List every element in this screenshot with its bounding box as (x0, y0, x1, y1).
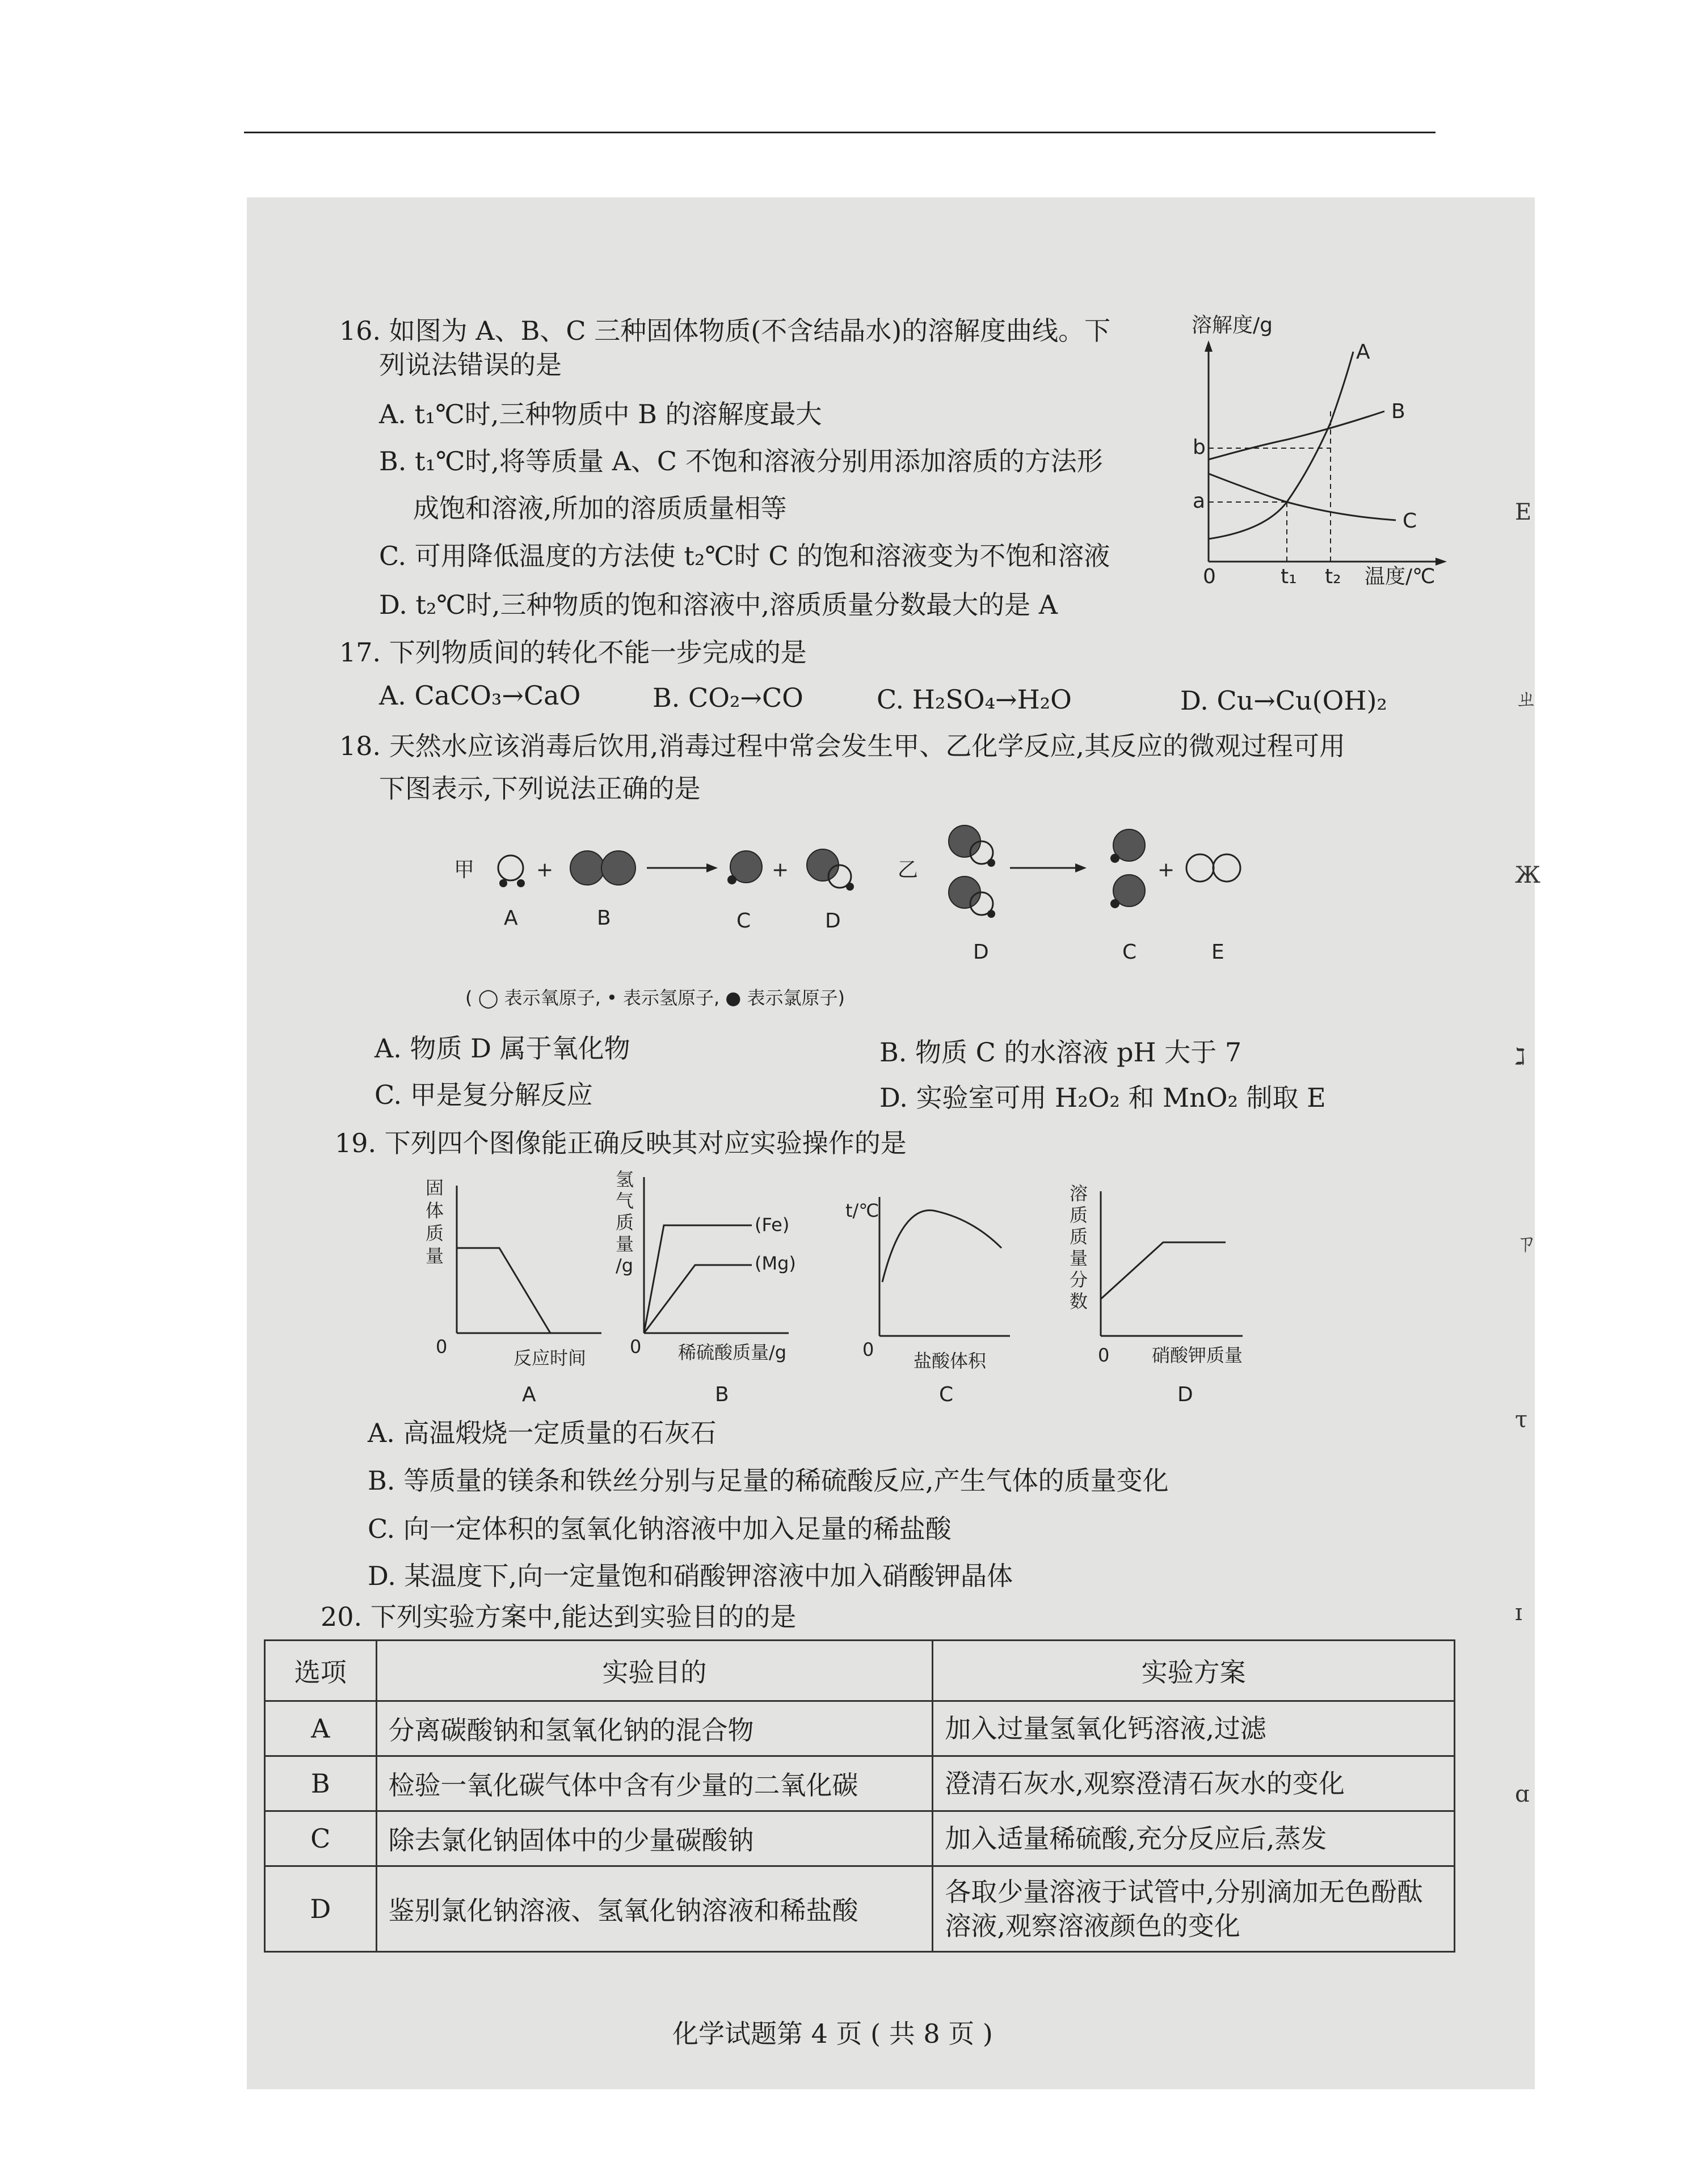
q18-option-a: A. 物质 D 属于氧化物 (374, 1033, 630, 1064)
table-cell: C (265, 1811, 377, 1866)
edge-char: ㄗ (1515, 1230, 1538, 1257)
svg-text:E: E (1211, 941, 1224, 964)
q19-stem: 19. 下列四个图像能正确反映其对应实验操作的是 (335, 1128, 907, 1158)
q17-option-c: C. H₂SO₄→H₂O (877, 684, 1072, 715)
q17-option-a: A. CaCO₃→CaO (379, 680, 581, 711)
table-row (265, 1756, 1455, 1811)
svg-text:(Mg): (Mg) (755, 1253, 796, 1274)
q16-graph-xlabel: 温度/℃ (1365, 565, 1436, 588)
q18-legend: ( ◯ 表示氧原子, • 表示氢原子, ● 表示氯原子) (465, 987, 845, 1009)
edge-char: ɪ (1515, 1600, 1522, 1626)
table-cell: 分离碳酸钠和氢氧化钠的混合物 (376, 1701, 933, 1756)
q19-graph-a (426, 1177, 601, 1406)
table-header-option: 选项 (265, 1641, 377, 1701)
svg-text:量: 量 (1070, 1247, 1088, 1269)
q18-option-b: B. 物质 C 的水溶液 pH 大于 7 (879, 1037, 1242, 1068)
q19-graph-b (616, 1169, 796, 1406)
table-row (265, 1701, 1455, 1756)
svg-text:B: B (597, 907, 611, 930)
svg-text:C: C (939, 1383, 954, 1406)
svg-text:A: A (522, 1383, 536, 1406)
top-rule (244, 132, 1436, 133)
q16-solubility-graph (1180, 309, 1453, 593)
q17-option-d: D. Cu→Cu(OH)₂ (1180, 685, 1387, 716)
svg-text:质: 质 (426, 1222, 444, 1244)
svg-text:体: 体 (426, 1200, 444, 1221)
svg-text:质: 质 (1070, 1226, 1088, 1247)
table-cell: 各取少量溶液于试管中,分别滴加无色酚酞溶液,观察溶液颜色的变化 (933, 1866, 1455, 1952)
svg-text:C: C (1122, 941, 1137, 964)
q16-stem-line2: 列说法错误的是 (379, 349, 562, 380)
q19-option-a: A. 高温煅烧一定质量的石灰石 (368, 1418, 717, 1448)
svg-text:0: 0 (436, 1336, 448, 1357)
table-cell: 除去氯化钠固体中的少量碳酸钠 (376, 1811, 933, 1866)
svg-text:+: + (772, 858, 789, 882)
svg-text:质: 质 (1070, 1204, 1088, 1226)
q19-graph-c (845, 1197, 1010, 1406)
svg-text:盐酸体积: 盐酸体积 (914, 1350, 987, 1372)
q16-option-b-line1: B. t₁℃时,将等质量 A、C 不饱和溶液分别用添加溶质的方法形 (379, 446, 1103, 477)
edge-char: ㄓ (1515, 686, 1538, 712)
table-row (265, 1866, 1455, 1952)
svg-text:数: 数 (1070, 1291, 1088, 1312)
q16-option-c: C. 可用降低温度的方法使 t₂℃时 C 的饱和溶液变为不饱和溶液 (379, 541, 1110, 571)
q16-stem-line1: 16. 如图为 A、B、C 三种固体物质(不含结晶水)的溶解度曲线。下 (339, 315, 1111, 346)
q16-option-d: D. t₂℃时,三种物质的饱和溶液中,溶质质量分数最大的是 A (379, 589, 1058, 620)
svg-text:溶: 溶 (1070, 1183, 1088, 1204)
page-footer: 化学试题第 4 页 ( 共 8 页 ) (672, 2018, 993, 2049)
svg-text:/g: /g (616, 1255, 634, 1276)
table-cell: 加入适量稀硫酸,充分反应后,蒸发 (933, 1811, 1455, 1866)
svg-text:0: 0 (630, 1336, 642, 1357)
q18-stem-line1: 18. 天然水应该消毒后饮用,消毒过程中常会发生甲、乙化学反应,其反应的微观过程可用 (339, 731, 1346, 761)
edge-char: τ (1515, 1407, 1528, 1433)
svg-text:硝酸钾质量: 硝酸钾质量 (1152, 1344, 1243, 1366)
q20-stem: 20. 下列实验方案中,能达到实验目的的是 (321, 1601, 797, 1632)
svg-text:t/℃: t/℃ (845, 1200, 879, 1221)
svg-text:质: 质 (616, 1212, 634, 1233)
svg-text:气: 气 (616, 1190, 634, 1212)
svg-text:量: 量 (426, 1245, 444, 1267)
q19-graph-d (1070, 1183, 1243, 1406)
svg-text:D: D (973, 941, 989, 964)
q19-graphs (414, 1169, 1311, 1418)
edge-char: ℷ (1515, 1044, 1526, 1070)
q18-option-d: D. 实验室可用 H₂O₂ 和 MnO₂ 制取 E (879, 1082, 1326, 1113)
table-cell: 加入过量氢氧化钙溶液,过滤 (933, 1701, 1455, 1756)
q20-options-table (264, 1639, 1455, 1953)
q16-graph-ylabel: 溶解度/g (1192, 314, 1273, 337)
q16-curve-a-label: A (1356, 340, 1370, 364)
svg-text:稀硫酸质量/g: 稀硫酸质量/g (678, 1342, 787, 1363)
svg-text:+: + (536, 858, 554, 882)
svg-text:D: D (1177, 1383, 1193, 1406)
svg-text:固: 固 (426, 1177, 444, 1199)
q18-stem-line2: 下图表示,下列说法正确的是 (379, 773, 701, 804)
q16-curve-a (1209, 352, 1353, 539)
q16-curve-c-label: C (1403, 509, 1417, 533)
q18-option-c: C. 甲是复分解反应 (374, 1080, 593, 1110)
table-header-purpose: 实验目的 (376, 1641, 933, 1701)
table-header-plan: 实验方案 (933, 1641, 1455, 1701)
q16-curve-c (1209, 474, 1396, 520)
table-cell: A (265, 1701, 377, 1756)
q16-graph-t1: t₁ (1281, 565, 1297, 588)
q19-option-d: D. 某温度下,向一定量饱和硝酸钾溶液中加入硝酸钾晶体 (368, 1561, 1013, 1591)
q18-jia-label: 甲 (454, 858, 475, 882)
svg-text:0: 0 (862, 1339, 874, 1360)
table-header-row (265, 1641, 1455, 1701)
svg-text:量: 量 (616, 1233, 634, 1255)
q16-curve-b (1209, 411, 1384, 459)
q16-curve-b-label: B (1391, 400, 1405, 423)
svg-text:氢: 氢 (616, 1169, 634, 1190)
svg-text:分: 分 (1070, 1269, 1088, 1291)
table-cell: 鉴别氯化钠溶液、氢氧化钠溶液和稀盐酸 (376, 1866, 933, 1952)
q19-option-b: B. 等质量的镁条和铁丝分别与足量的稀硫酸反应,产生气体的质量变化 (368, 1465, 1169, 1496)
svg-text:(Fe): (Fe) (755, 1214, 790, 1236)
edge-char: Ж (1515, 862, 1540, 888)
edge-char: E (1515, 499, 1532, 525)
table-row (265, 1811, 1455, 1866)
svg-text:D: D (825, 909, 841, 933)
q17-option-b: B. CO₂→CO (653, 682, 803, 713)
table-cell: B (265, 1756, 377, 1811)
q17-stem: 17. 下列物质间的转化不能一步完成的是 (339, 637, 807, 668)
svg-text:0: 0 (1098, 1344, 1110, 1366)
q16-graph-t2: t₂ (1325, 565, 1341, 588)
table-cell: 检验一氧化碳气体中含有少量的二氧化碳 (376, 1756, 933, 1811)
svg-text:B: B (715, 1383, 729, 1406)
svg-text:A: A (504, 907, 518, 930)
table-cell: D (265, 1866, 377, 1952)
q18-yi-label: 乙 (898, 858, 919, 882)
q16-option-a: A. t₁℃时,三种物质中 B 的溶解度最大 (379, 399, 822, 429)
svg-text:C: C (736, 909, 751, 933)
q16-graph-origin: 0 (1203, 565, 1216, 588)
q16-option-b-line2: 成饱和溶液,所加的溶质质量相等 (413, 493, 787, 524)
svg-text:+: + (1157, 858, 1175, 882)
table-cell: 澄清石灰水,观察澄清石灰水的变化 (933, 1756, 1455, 1811)
q18-reaction-diagram (448, 820, 1288, 1035)
q16-graph-b-label: b (1193, 436, 1206, 459)
edge-char: ɑ (1515, 1781, 1530, 1807)
q19-option-c: C. 向一定体积的氢氧化钠溶液中加入足量的稀盐酸 (368, 1513, 952, 1544)
q16-graph-a-label: a (1193, 490, 1206, 513)
svg-text:反应时间: 反应时间 (513, 1347, 587, 1369)
